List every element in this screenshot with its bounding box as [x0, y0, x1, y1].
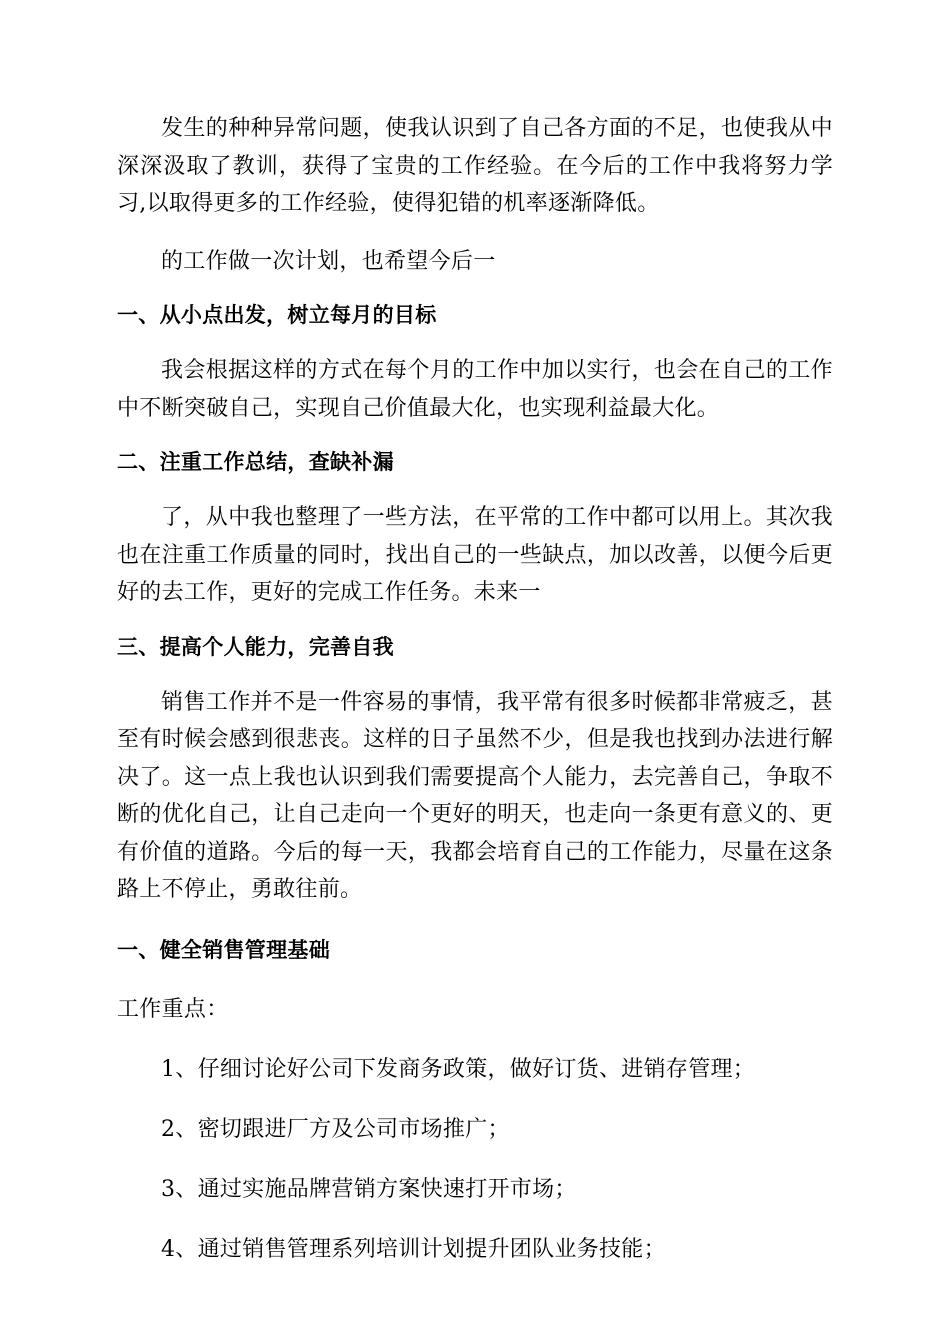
paragraph-2: 的工作做一次计划，也希望今后一 — [161, 248, 496, 274]
list-item-1: 1、仔细讨论好公司下发商务政策，做好订货、进销存管理； — [161, 1056, 756, 1082]
paragraph-5: 销售工作并不是一件容易的事情，我平常有很多时候都非常疲乏，甚至有时候会感到很悲丧。这样的日子虽然不少，但是我也找到办法进行解决了。这一点上我也认识到我们需要提高个人能力，去完善自己，争取不断的优化自己，让自己走向一个更好的明天，也走向一条更有意义的、更有价值的道路。今后的每一天，我都会培育自己的工作能力，尽量在这条路上不停止，勇敢往前。 — [117, 689, 833, 902]
paragraph-1: 发生的种种异常问题，使我认识到了自己各方面的不足，也使我从中深深汲取了教训，获得了宝贵的工作经验。在今后的工作中我将努力学习,以取得更多的工作经验，使得犯错的机率逐渐降低。 — [117, 116, 833, 216]
list-item-2: 2、密切跟进厂方及公司市场推广； — [161, 1116, 510, 1142]
list-item-4: 4、通过销售管理系列培训计划提升团队业务技能； — [161, 1236, 666, 1262]
section-heading-4: 一、健全销售管理基础 — [117, 936, 330, 962]
section-heading-1: 一、从小点出发，树立每月的目标 — [117, 302, 437, 327]
work-focus-label: 工作重点： — [117, 996, 229, 1022]
paragraph-3: 我会根据这样的方式在每个月的工作中加以实行，也会在自己的工作中不断突破自己，实现自己价值最大化，也实现利益最大化。 — [117, 358, 833, 421]
section-heading-2: 二、注重工作总结，查缺补漏 — [117, 449, 394, 474]
paragraph-4: 了，从中我也整理了一些方法，在平常的工作中都可以用上。其次我也在注重工作质量的同时，找出自己的一些缺点，加以改善，以便今后更好的去工作，更好的完成工作任务。未来一 — [117, 505, 833, 605]
list-item-3: 3、通过实施品牌营销方案快速打开市场； — [161, 1176, 577, 1202]
section-heading-3: 三、提高个人能力，完善自我 — [117, 633, 394, 659]
document-page — [117, 110, 833, 1265]
